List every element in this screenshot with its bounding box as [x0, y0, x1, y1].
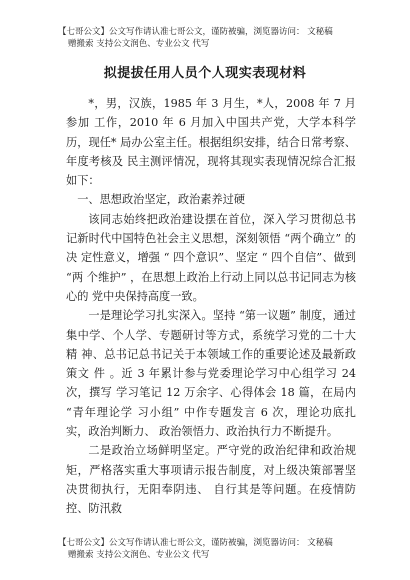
document-body: [66, 94, 356, 519]
intro-paragraph: *，男，汉族，1985 年 3 月生，*人，2008 年 7 月参加 工作，2010 年 6 月加入中国共产党，大学本科学历，现任* 局办公室主任。根据组织安排，结合日常考察、年度考核及 民主测评情况，现将其现实表现情况综合汇报如下：: [66, 97, 356, 188]
banner-bottom-line1: 【七哥公文】公文写作请认准七哥公文，谨防被骗，浏览器访问： 文秘稿: [58, 538, 333, 548]
banner-top-line1: 【七哥公文】公文写作请认准七哥公文，谨防被骗，浏览器访问： 文秘稿: [58, 27, 333, 37]
body-paragraph: 一是理论学习扎实深入。坚持 “第一议题” 制度，通过 集中学、个人学、专题研讨等方式，系统学习党的二十大精 神、总书记总书记关于本领域工作的重要论述及最新政策文 件 。近 3 年累计参与党委理论学习中心组学习 24 次，撰写 学习笔记 12 万余字、心得体会 18 篇，在局内 “青年理论学 习小组” 中作专题发言 6 次，理论功底扎实，政治判断力、 政治领悟力、政治执行力不断提升。: [66, 309, 356, 439]
banner-top-line2: 赠搬索 支持公文润色、专业公文 代写: [68, 39, 210, 49]
body-paragraph: 二是政治立场鲜明坚定。严守党的政治纪律和政治规矩，严格落实重大事项请示报告制度，对上级决策部署坚决贯彻执行，无阳奉阴违、 自行其是等问题。在疫情防控、防汛救: [66, 444, 356, 516]
section-heading: 一、思想政治坚定，政治素养过硬: [77, 193, 246, 207]
body-paragraph: 该同志始终把政治建设摆在首位，深入学习贯彻总书记新时代中国特色社会主义思想，深刻领悟 “两个确立” 的决 定性意义，增强 “ 四个意识”、坚定 “ 四个自信”、做到 “两 个维护” ，在思想上政治上行动上同以总书记同志为核心的 党中央保持高度一致。: [66, 212, 356, 303]
banner-bottom-line2: 赠搬索 支持公文润色、专业公文 代写: [68, 550, 210, 560]
document-title: 拟提拔任用人员个人现实表现材料: [103, 66, 307, 81]
watermark-banner-bottom: [58, 537, 388, 561]
watermark-banner-top: [58, 26, 388, 50]
